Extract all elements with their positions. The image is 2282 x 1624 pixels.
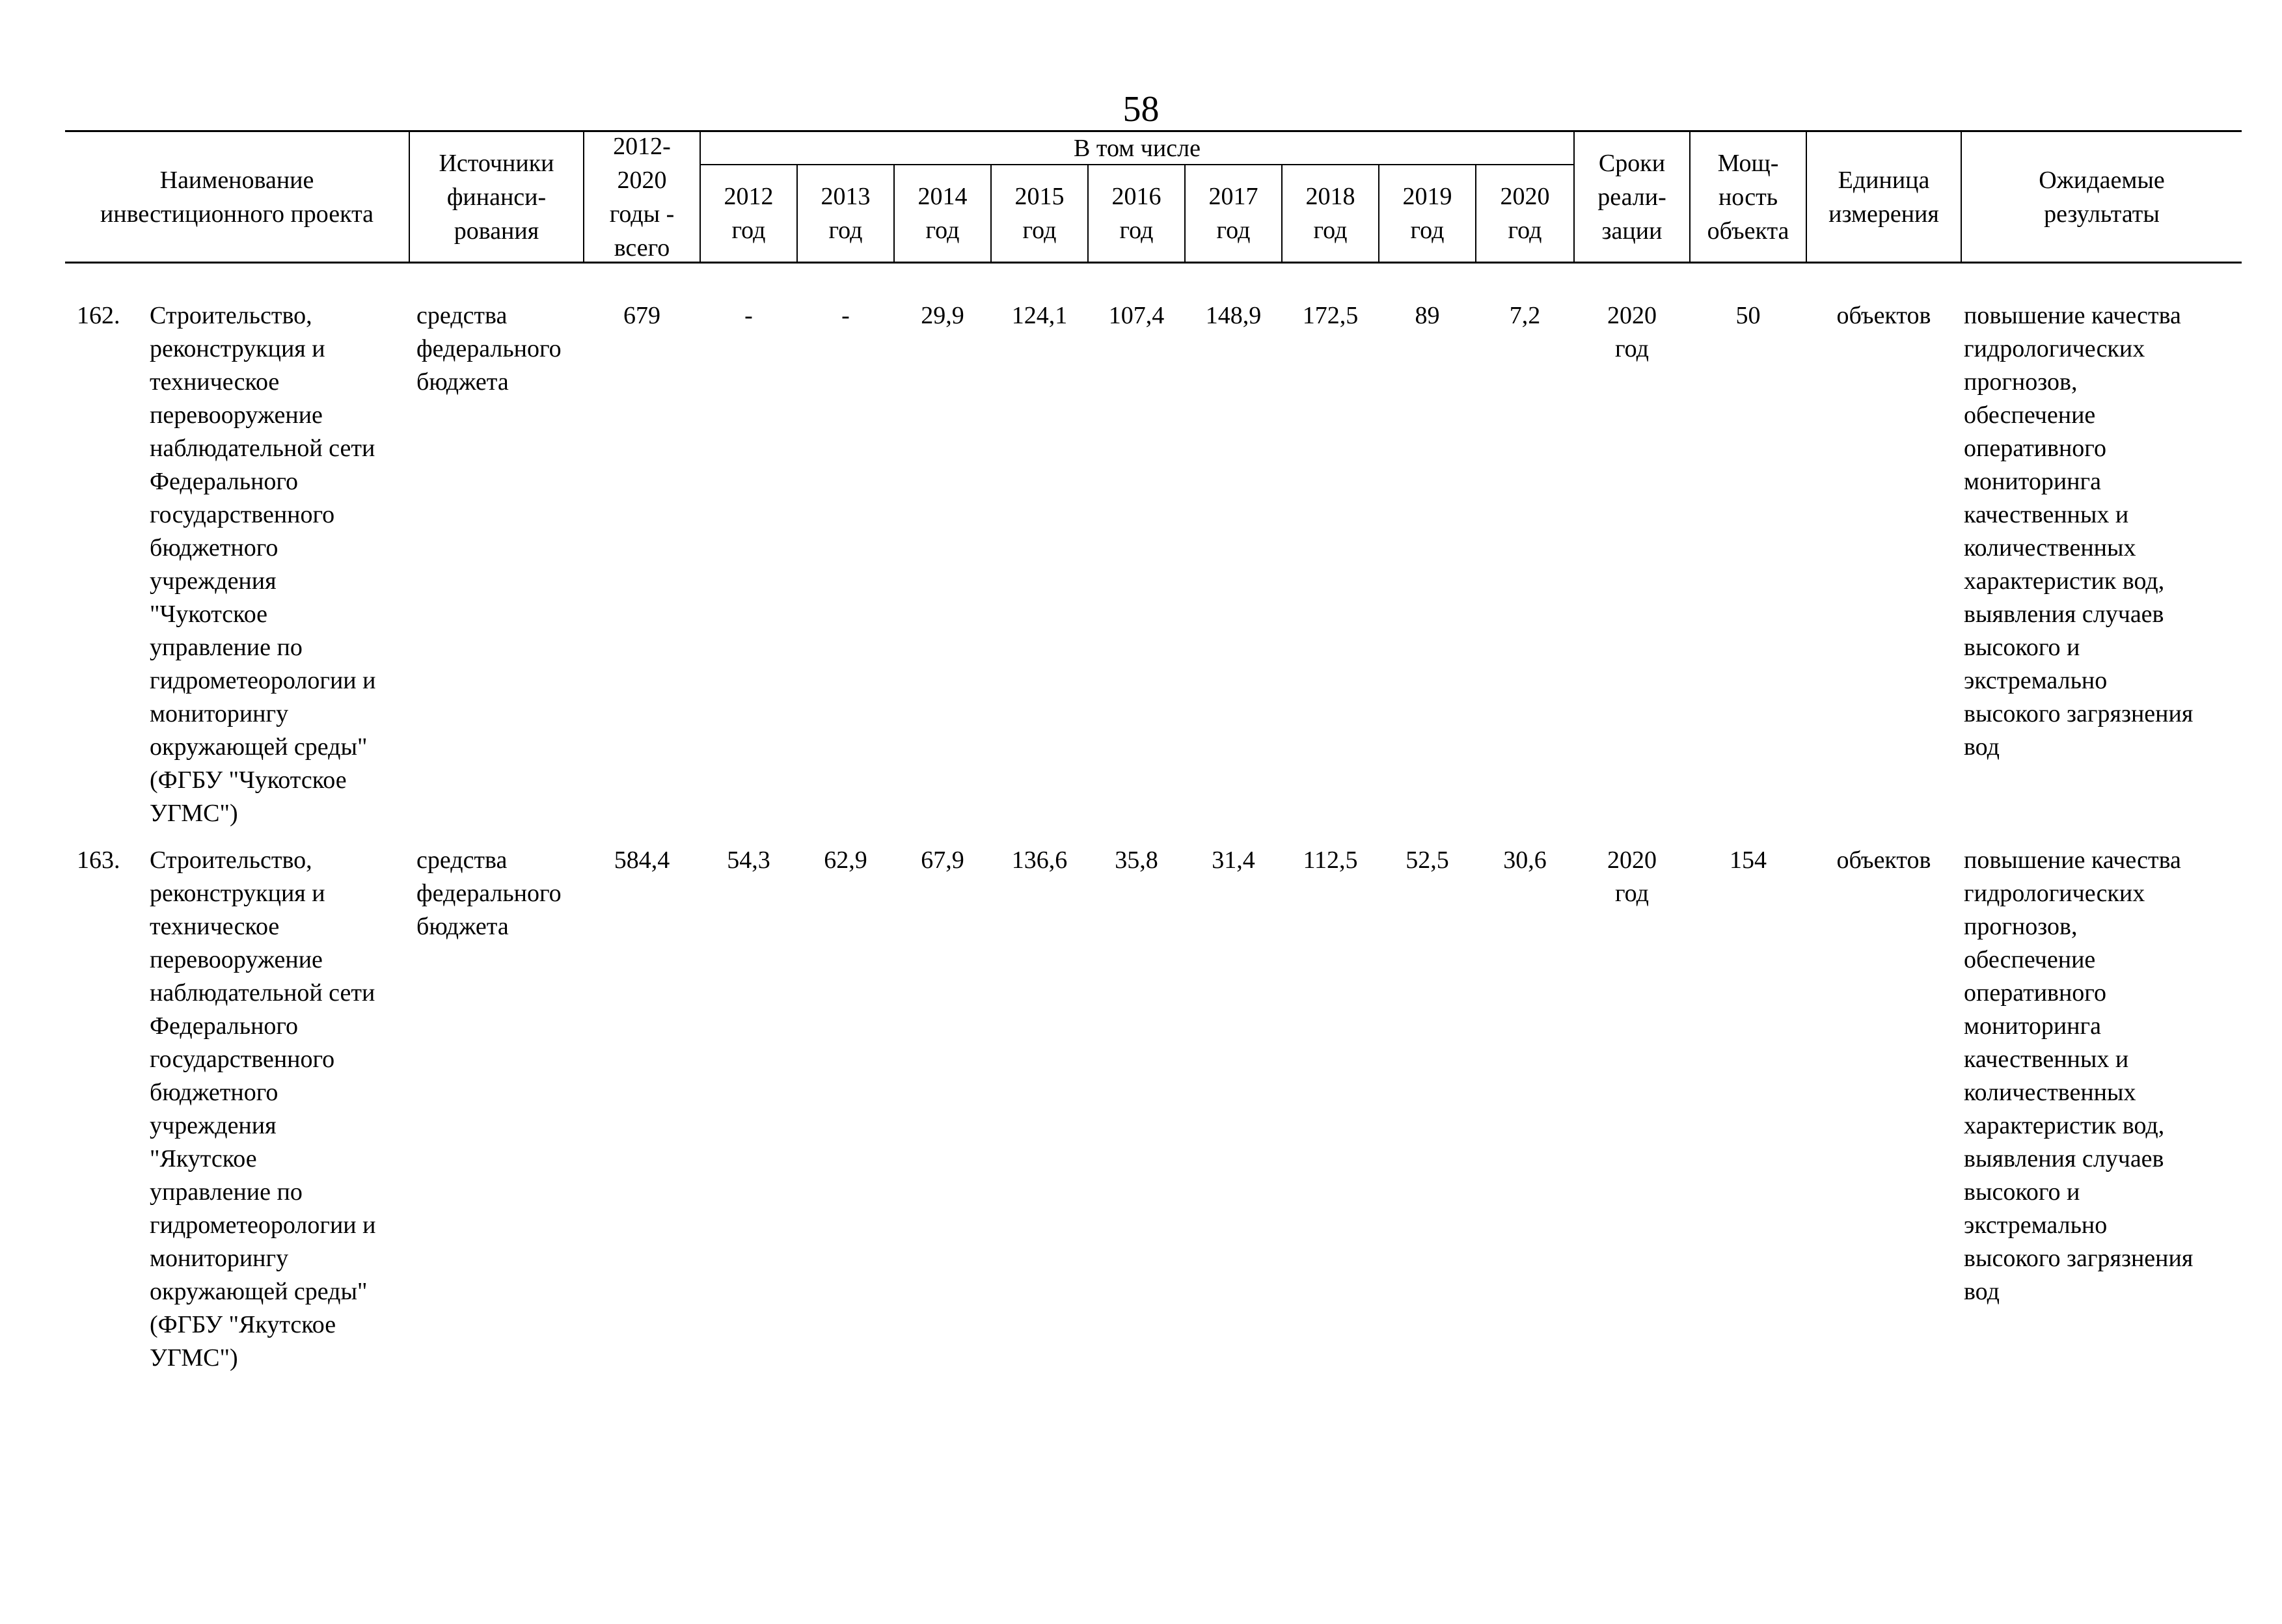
expected-results: повышение качества гидрологических прогнозов, обеспечение оперативного мониторинга качественных и количественных характеристик вод, выявления случаев высокого и экстремально высокого загрязнения вод xyxy=(1964,302,2194,761)
capacity-value: 154 xyxy=(1730,846,1767,874)
year-value: 112,5 xyxy=(1303,846,1358,874)
year-value: 35,8 xyxy=(1115,846,1158,874)
year-value: 136,6 xyxy=(1011,846,1068,874)
header-group: В том числе xyxy=(1074,134,1201,162)
year-value: 67,9 xyxy=(921,846,964,874)
year-value: 89 xyxy=(1415,302,1440,329)
header-year-2020: 2020 год xyxy=(1500,183,1550,244)
year-value: 148,9 xyxy=(1205,302,1262,329)
unit-value: объектов xyxy=(1836,302,1931,329)
row-number: 162. xyxy=(77,302,120,329)
year-value: 30,6 xyxy=(1503,846,1547,874)
capacity-value: 50 xyxy=(1735,302,1761,329)
row-number: 163. xyxy=(77,846,120,874)
header-year-2014: 2014 год xyxy=(917,183,968,244)
header-capacity: Мощ- ность объекта xyxy=(1707,149,1789,245)
implementation-term: 2020 год xyxy=(1607,846,1657,907)
funding-source: средства федерального бюджета xyxy=(416,302,562,396)
year-value: 7,2 xyxy=(1509,302,1541,329)
header-term: Сроки реали- зации xyxy=(1597,149,1666,245)
header-source: Источники финанси- рования xyxy=(439,149,554,245)
table-header-bottom-rule xyxy=(65,262,2242,264)
year-value: 172,5 xyxy=(1302,302,1359,329)
header-year-2012: 2012 год xyxy=(724,183,774,244)
year-value: 31,4 xyxy=(1212,846,1255,874)
year-value: 107,4 xyxy=(1108,302,1165,329)
header-unit: Единица измерения xyxy=(1828,166,1939,228)
unit-value: объектов xyxy=(1836,846,1931,874)
header-year-2018: 2018 год xyxy=(1305,183,1355,244)
header-year-2017: 2017 год xyxy=(1208,183,1258,244)
header-results: Ожидаемые результаты xyxy=(2039,166,2165,228)
year-value: 124,1 xyxy=(1011,302,1068,329)
expected-results: повышение качества гидрологических прогнозов, обеспечение оперативного мониторинга качественных и количественных характеристик вод, выявления случаев высокого и экстремально высокого загрязнения вод xyxy=(1964,846,2194,1305)
header-year-2016: 2016 год xyxy=(1111,183,1161,244)
year-value: - xyxy=(744,302,753,329)
total-value: 679 xyxy=(623,302,660,329)
year-value: 52,5 xyxy=(1406,846,1449,874)
year-value: - xyxy=(841,302,850,329)
funding-source: средства федерального бюджета xyxy=(416,846,562,940)
header-year-2019: 2019 год xyxy=(1402,183,1452,244)
year-value: 29,9 xyxy=(921,302,964,329)
total-value: 584,4 xyxy=(614,846,670,874)
implementation-term: 2020 год xyxy=(1607,302,1657,362)
project-name: Строительство, реконструкция и техническое перевооружение наблюдательной сети Федерального государственного бюджетного учреждения "Чукотское управление по гидрометеорологии и мониторингу окружающей среды" (ФГБУ "Чукотское УГМС") xyxy=(150,302,376,827)
year-value: 54,3 xyxy=(727,846,770,874)
project-name: Строительство, реконструкция и техническое перевооружение наблюдательной сети Федерального государственного бюджетного учреждения "Якутское управление по гидрометеорологии и мониторингу окружающей среды" (ФГБУ "Якутское УГМС") xyxy=(150,846,376,1372)
year-value: 62,9 xyxy=(824,846,867,874)
header-year-2015: 2015 год xyxy=(1014,183,1065,244)
header-total: 2012- 2020 годы - всего xyxy=(609,132,675,262)
header-year-2013: 2013 год xyxy=(821,183,871,244)
header-name: Наименование инвестиционного проекта xyxy=(100,166,374,228)
page-number: 58 xyxy=(1122,89,1160,129)
